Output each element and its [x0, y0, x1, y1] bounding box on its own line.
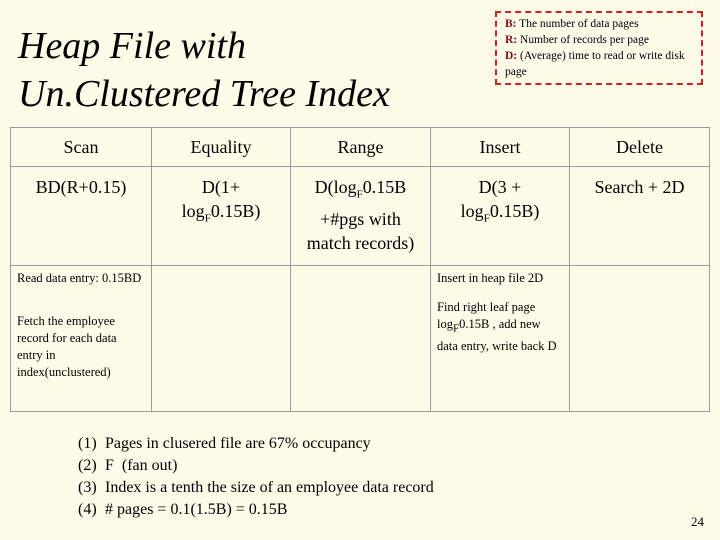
- footnote-number: (4): [78, 501, 97, 518]
- footnote-text: Index is a tenth the size of an employee data record: [105, 479, 434, 496]
- footnotes: [78, 433, 434, 521]
- header-delete: Delete: [570, 128, 710, 167]
- legend-key: D:: [505, 50, 518, 62]
- legend-text: The number of data pages: [519, 18, 639, 30]
- insert-note-sub: F: [452, 322, 460, 335]
- equality-line-2: [152, 199, 290, 231]
- cell-range-cost: [291, 167, 431, 266]
- equality-line-1: D(1+: [201, 177, 241, 197]
- legend-item-b: [505, 16, 695, 32]
- footnote-3: [78, 477, 434, 499]
- insert-note-1: Insert in heap file 2D: [437, 271, 544, 285]
- range-log: D(log: [314, 177, 357, 197]
- title-line-2: Un.Clustered Tree Index: [18, 73, 390, 115]
- insert-sub: F: [483, 212, 490, 225]
- cost-table: [10, 127, 710, 412]
- equality-log: log: [181, 201, 205, 221]
- legend-key: B:: [505, 18, 517, 30]
- footnote-4: [78, 499, 434, 521]
- cell-insert-cost: [431, 167, 570, 266]
- insert-note-2: [437, 299, 563, 355]
- footnote-1: [78, 433, 434, 455]
- footnote-text: # pages = 0.1(1.5B) = 0.15B: [105, 501, 288, 518]
- insert-note-log: Find right leaf page log: [437, 300, 536, 331]
- legend-text: (Average) time to read or write disk page: [505, 50, 685, 78]
- cell-scan-notes: [11, 266, 152, 412]
- equality-rest: 0.15B): [210, 201, 261, 221]
- cell-equality-cost: [152, 167, 291, 266]
- cell-delete-notes: [570, 266, 710, 412]
- cell-equality-notes: [152, 266, 291, 412]
- footnote-text: Pages in clusered file are 67% occupancy: [105, 435, 371, 452]
- legend-key: R:: [505, 34, 518, 46]
- range-line-1: [291, 175, 430, 207]
- legend-item-d: [505, 48, 695, 80]
- header-row: [11, 128, 710, 167]
- slide-title: [18, 22, 438, 118]
- notes-row: [11, 266, 710, 412]
- equality-sub: F: [204, 212, 211, 225]
- range-line-2: +#pgs with: [320, 208, 401, 229]
- insert-line-1: D(3 +: [478, 177, 522, 197]
- cell-insert-notes: [431, 266, 570, 412]
- footnote-number: (1): [78, 435, 97, 452]
- insert-note-rest: 0.15B , add new data entry, write back D: [437, 317, 557, 353]
- insert-rest: 0.15B): [489, 201, 540, 221]
- footnote-number: (3): [78, 479, 97, 496]
- insert-line-2: [431, 199, 569, 231]
- scan-note-2: Fetch the employee record for each data entry in index(unclustered): [17, 314, 117, 379]
- range-rest: 0.15B: [362, 177, 407, 197]
- cell-delete-cost: Search + 2D: [570, 167, 710, 266]
- range-sub: F: [356, 188, 363, 201]
- footnote-2: [78, 455, 434, 477]
- legend-text: Number of records per page: [520, 34, 650, 46]
- cell-range-notes: [291, 266, 431, 412]
- scan-note-1: Read data entry: 0.15BD: [17, 271, 142, 285]
- header-equality: Equality: [152, 128, 291, 167]
- header-range: Range: [291, 128, 431, 167]
- page-number: 24: [691, 514, 704, 529]
- legend-item-r: [505, 32, 695, 48]
- insert-log: log: [460, 201, 484, 221]
- header-scan: Scan: [11, 128, 152, 167]
- range-line-3: match records): [306, 232, 415, 253]
- value-row: [11, 167, 710, 266]
- cell-scan-cost: BD(R+0.15): [11, 167, 152, 266]
- title-line-1: Heap File with: [18, 25, 246, 67]
- legend-box: [495, 11, 703, 85]
- header-insert: Insert: [431, 128, 570, 167]
- footnote-number: (2): [78, 457, 97, 474]
- footnote-text: F (fan out): [105, 457, 178, 474]
